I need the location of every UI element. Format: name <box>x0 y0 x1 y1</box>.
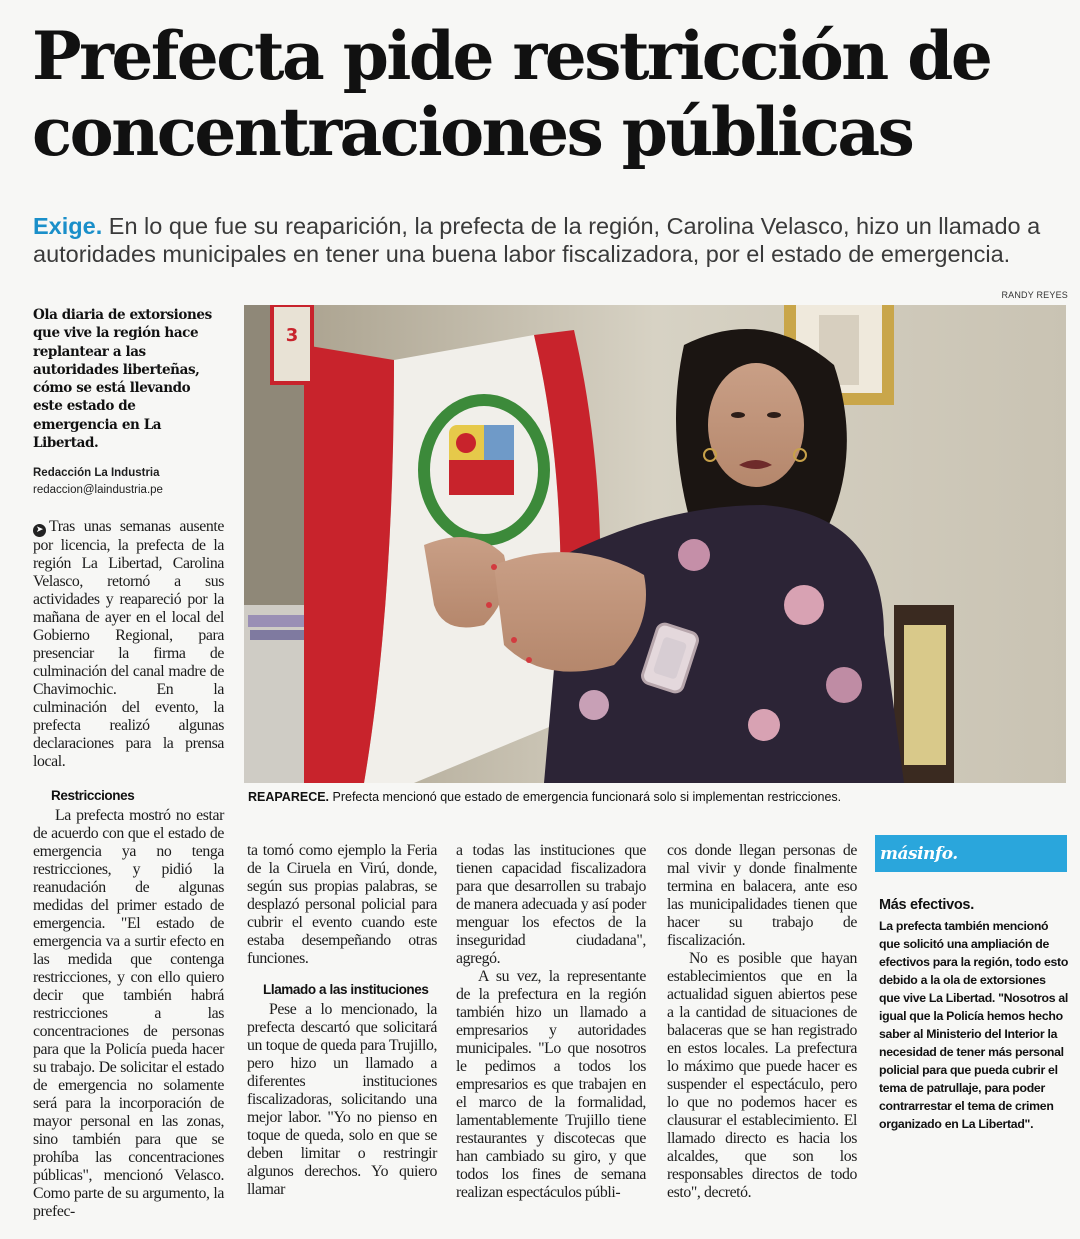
article-photo <box>244 305 1066 783</box>
byline <box>33 465 233 499</box>
caption-label: REAPARECE. <box>248 790 330 804</box>
headline-line-2: concentraciones públicas <box>32 93 913 171</box>
byline-email: redaccion@laindustria.pe <box>33 484 163 496</box>
deck-keyword: Exige. <box>33 213 103 239</box>
photo-credit: RANDY REYES <box>1001 290 1068 300</box>
body-paragraph: No es posible que hayan establecimientos que en la actualidad siguen abiertos pese a la cantidad de situaciones de balaceras que se han registrado en estos locales. La prefectura lo máximo que puede hacer es suspender el espectáculo, pero lo que no podemos hacer es clausurar el establecimiento. El llamado directo es hacia los alcaldes, que son los responsables directos de todo esto", decretó. <box>667 950 857 1201</box>
arrow-bullet-icon: ➤ <box>33 524 46 537</box>
article-column-4 <box>667 842 857 1202</box>
headline-line-1: Prefecta pide restricción de <box>32 17 991 95</box>
mas-info-banner <box>875 835 1067 872</box>
body-paragraph: Pese a lo mencionado, la prefecta descartó que solicitará un toque de queda para Trujillo, pero hizo un llamado a diferentes instituciones fiscalizadoras, solicitando una mejor labor. "Yo no pienso en toque de queda, solo en que se deben limitar o restringir algunos derechos. Yo quiero llamar <box>247 1001 437 1198</box>
body-paragraph: cos donde llegan personas de mal vivir y donde finalmente termina en balacera, ante eso las municipalidades tienen que hacer su trabajo de fiscalización. <box>667 842 857 949</box>
sidebar <box>879 896 1069 1133</box>
body-paragraph: La prefecta mostró no estar de acuerdo con que el estado de emergencia ya no tenga restricciones, y pidió la reanudación de algunas medidas del primer estado de emergencia. "El estado de emergencia va a surtir efecto en las medida que contenga restricciones, y con ello quiero decir que también habrá restricciones a las concentraciones de personas para que la Policía pueda hacer su trabajo. De solicitar el estado de emergencia no solamente será para la incorporación de mayor personal en las zonas, sino también para que se prohíba las concentraciones públicas", mencionó Velasco. Como parte de su argumento, la prefec- <box>33 807 224 1220</box>
article-column-3 <box>456 842 646 1202</box>
photo-caption <box>248 790 1078 804</box>
article-column-1-lead <box>33 518 224 771</box>
deck <box>33 212 1063 268</box>
mas-info-label: másinfo. <box>880 844 958 864</box>
caption-text: Prefecta mencionó que estado de emergencia funcionará solo si implementan restricciones. <box>329 790 842 804</box>
deck-text: En lo que fue su reaparición, la prefecta de la región, Carolina Velasco, hizo un llamado a autoridades municipales en tener una buena labor fiscalizadora, por el estado de emergencia. <box>33 213 1041 267</box>
body-paragraph: ta tomó como ejemplo la Feria de la Ciruela en Virú, donde, según sus propias palabras, se desplazó personal policial para cubrir el evento cuando este estaba desempeñando otras funciones. <box>247 842 437 967</box>
summary: Ola diaria de extorsiones que vive la región hace replantear a las autoridades liberteñas, cómo se está llevando este estado de emergencia en La Libertad. <box>33 307 212 452</box>
subheading-llamado: Llamado a las instituciones <box>263 982 429 997</box>
sidebar-heading: Más efectivos. <box>879 897 974 913</box>
body-paragraph: A su vez, la representante de la prefectura en la región también hizo un llamado a empresarios y autoridades municipales. "Lo que nosotros le pedimos a todos los empresarios es que trabajen en el marco de la formalidad, lamentablemente Trujillo tiene restaurantes y discotecas que han cambiado su giro, y que todos los fines de semana realizan espectáculos públi- <box>456 968 646 1201</box>
byline-name: Redacción La Industria <box>33 467 160 479</box>
article-column-2 <box>247 842 437 1199</box>
article-column-1 <box>33 788 224 1221</box>
sidebar-text: La prefecta también mencionó que solicitó una ampliación de efectivos para la región, todo esto debido a la ola de extorsiones que vive La Libertad. "Nosotros al igual que la Policía hemos hecho saber al Ministerio del Interior la necesidad de tener más personal policial para que pueda cubrir el tema de patrullaje, para poder contrarrestar el tema de crimen organizado en La Libertad". <box>879 919 1069 1131</box>
sign-number: 3 <box>285 325 299 346</box>
lead-paragraph: Tras unas semanas ausente por licencia, la prefecta de la región La Libertad, Carolina Velasco, retornó a sus actividades y reapareció por la mañana de ayer en el local del Gobierno Regional, para presenciar la firma de culminación del canal madre de Chavimochic. En la culminación del evento, la prefecta realizó algunas declaraciones para la prensa local. <box>33 518 224 770</box>
body-paragraph: a todas las instituciones que tienen capacidad fiscalizadora para que desarrollen su trabajo de manera adecuada y así poder menguar los efectos de la inseguridad ciudadana", agregó. <box>456 842 646 967</box>
headline <box>32 18 1062 170</box>
subheading-restricciones: Restricciones <box>51 788 135 803</box>
photo-illustration <box>244 305 1066 783</box>
